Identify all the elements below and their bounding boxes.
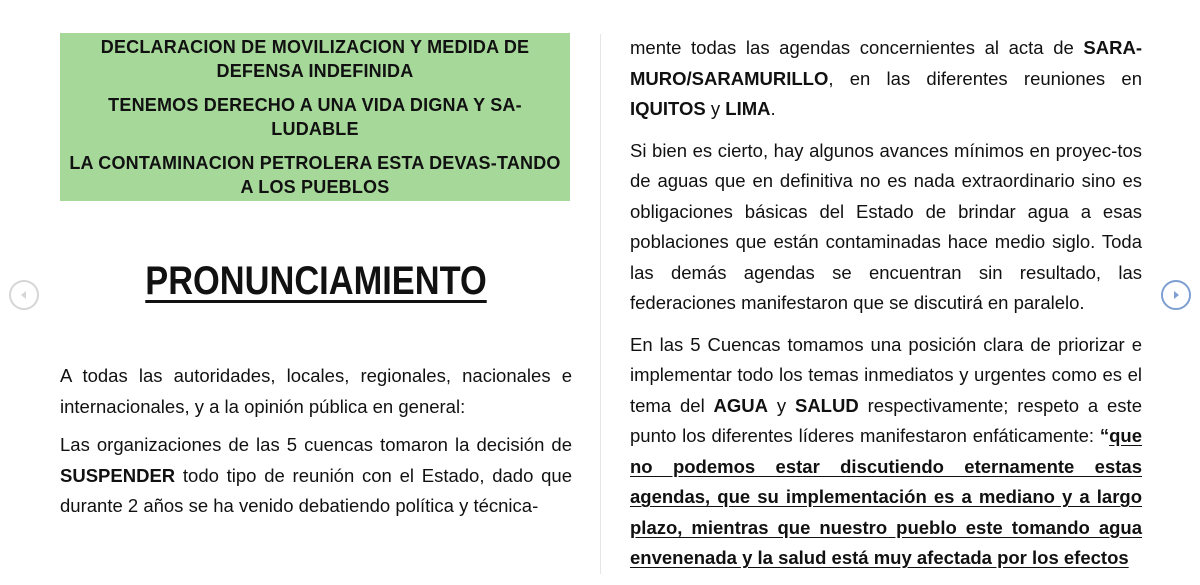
bold-text: SUSPENDER (60, 464, 176, 486)
previous-page-button[interactable] (9, 280, 39, 310)
bold-text: LIMA (725, 98, 771, 119)
banner-line: DECLARACION DE MOVILIZACION Y MEDIDA DE DEFENSA INDEFINIDA (100, 37, 530, 81)
text-run: Las organizaciones de las 5 cuencas tomaron la decisión de (60, 434, 572, 455)
bold-text: IQUITOS (630, 98, 706, 119)
paragraph: A todas las autoridades, locales, regionales, nacionales e internacionales, y a la opinión pública en general: (60, 365, 572, 417)
chevron-left-icon (18, 289, 30, 301)
bold-text: SALUD (794, 394, 859, 416)
text-run: mente todas las agendas concernientes al acta de (630, 37, 1084, 58)
text-run: respectivamente; respeto a este punto los diferentes líderes manifestaron enfáticamente: (630, 394, 1142, 446)
paragraph: Si bien es cierto, hay algunos avances mínimos en proyec-tos de aguas que en definitiva no es nada extraordinario sino es obligaciones básicas del Estado de brindar agua a esas poblaciones que están contaminadas hace medio siglo. Toda las demás agendas se encuentran sin resultado, las federaciones manifestaron que se discutirá en paralelo. (630, 139, 1142, 313)
open-quote: “ (1099, 425, 1110, 446)
chevron-right-icon (1170, 289, 1182, 301)
paragraph (630, 330, 1142, 574)
bold-text: SARA-MURO/SARAMURILLO (630, 37, 1142, 89)
text-run: todo tipo de reunión con el Estado, dado que durante 2 años se ha venido debatiendo política y técnica- (60, 464, 572, 516)
text-run: y (705, 98, 726, 119)
underlined-quote: que no podemos estar discutiendo eternamente estas agendas, que su implementación es a mediano y a largo plazo, mientras que nuestro pueblo este tomando agua envenenada y la salud está muy afectada por los efectos (630, 425, 1142, 568)
text-run: . (770, 98, 776, 119)
page-title (96, 257, 536, 305)
page-title-text: PRONUNCIAMIENTO (145, 259, 487, 303)
left-page (60, 33, 572, 516)
paragraph (630, 33, 1142, 125)
right-page (630, 33, 1142, 585)
declaration-banner (60, 33, 570, 201)
paragraph (60, 430, 572, 522)
bold-text: AGUA (713, 394, 769, 416)
next-page-button[interactable] (1161, 280, 1191, 310)
banner-line: TENEMOS DERECHO A UNA VIDA DIGNA Y SA-LUDABLE (108, 95, 522, 139)
banner-line: LA CONTAMINACION PETROLERA ESTA DEVAS-TANDO A LOS PUEBLOS (69, 153, 561, 197)
left-body (60, 361, 572, 530)
text-run: , en las diferentes reuniones en (828, 67, 1142, 89)
text-run: y (768, 394, 795, 416)
page-divider (600, 34, 601, 574)
text-run: En las 5 Cuencas tomamos una posición clara de priorizar e implementar todo los temas inmediatos y urgentes como es el tema del (630, 333, 1142, 416)
